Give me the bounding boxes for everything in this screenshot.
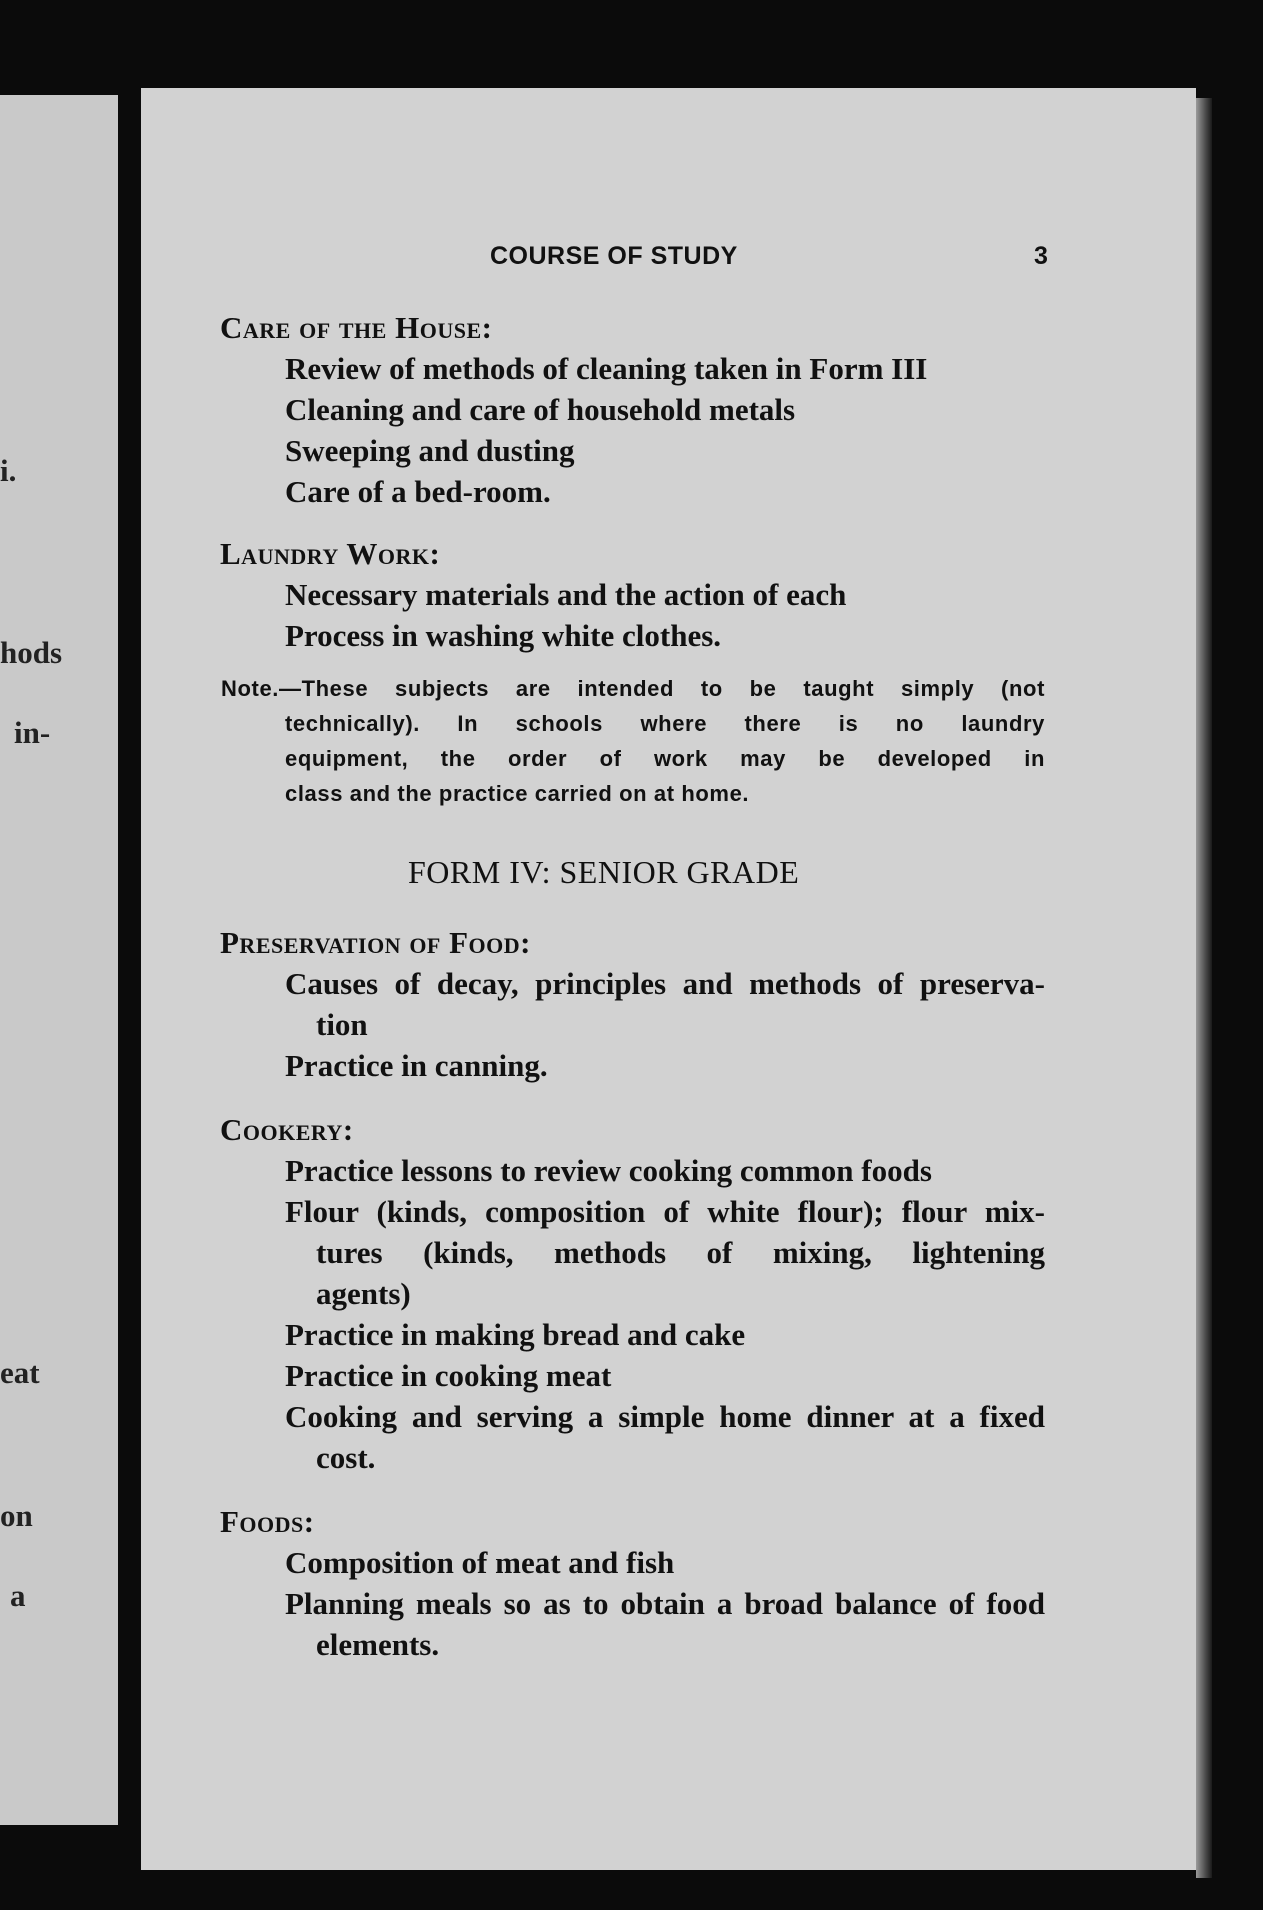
list-item: Care of a bed-room. [285,474,551,509]
note-line: equipment, the order of work may be developed in [285,746,1045,771]
note-line: technically). In schools where there is no laundry [285,711,1045,736]
section-heading-laundry: Laundry Work: [220,536,441,571]
facing-page-fragment: on [0,1498,33,1533]
list-item: Cooking and serving a simple home dinner at a fixed [285,1399,1045,1434]
facing-page-strip [0,95,118,1825]
facing-page-fragment: eat [0,1355,40,1390]
list-item: Composition of meat and fish [285,1545,675,1580]
list-item: Process in washing white clothes. [285,618,722,653]
facing-page-fragment: in- [14,715,51,750]
list-item: Review of methods of cleaning taken in Form III [285,351,928,386]
note-line: Note.—These subjects are intended to be taught simply (not [221,676,1045,701]
list-item-continuation: tion [316,1007,368,1042]
page-number: 3 [1034,242,1049,270]
list-item: Practice in cooking meat [285,1358,612,1393]
section-heading-preservation: Preservation of Food: [220,925,531,960]
list-item: Causes of decay, principles and methods of preserva- [285,966,1045,1001]
list-item: Cleaning and care of household metals [285,392,796,427]
list-item: Practice in making bread and cake [285,1317,746,1352]
list-item: Practice in canning. [285,1048,548,1083]
list-item: Sweeping and dusting [285,433,575,468]
page-edge [1196,98,1212,1878]
list-item-continuation: elements. [316,1627,440,1662]
list-item: Planning meals so as to obtain a broad balance of food [285,1586,1045,1621]
section-heading-foods: Foods: [220,1504,315,1539]
list-item-continuation: agents) [316,1276,411,1311]
section-heading-cookery: Cookery: [220,1112,354,1147]
note-line: class and the practice carried on at home. [285,781,750,806]
facing-page-fragment: a [10,1578,26,1613]
form-heading: FORM IV: SENIOR GRADE [408,854,800,890]
list-item-continuation: cost. [316,1440,376,1475]
book-page [141,88,1196,1870]
running-header-title: COURSE OF STUDY [490,242,738,270]
facing-page-fragment: hods [0,635,63,670]
list-item: Necessary materials and the action of each [285,577,847,612]
list-item: Practice lessons to review cooking common foods [285,1153,932,1188]
facing-page-fragment: i. [0,453,17,488]
section-heading-care-of-house: Care of the House: [220,310,493,345]
list-item: Flour (kinds, composition of white flour); flour mix- [285,1194,1045,1229]
list-item-continuation: tures (kinds, methods of mixing, lightening [316,1235,1045,1270]
